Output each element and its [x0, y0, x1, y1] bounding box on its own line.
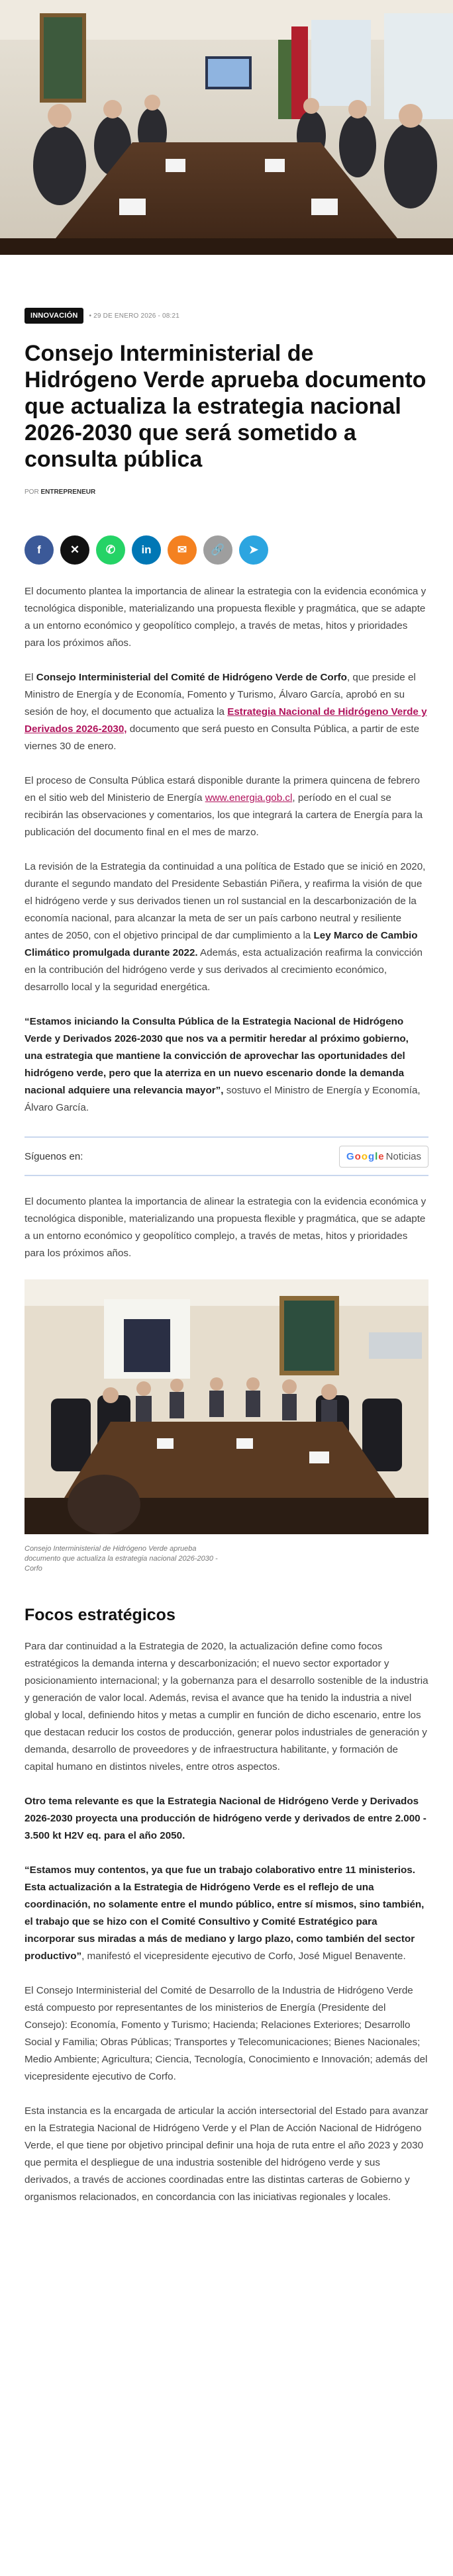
paragraph: La revisión de la Estrategia da continuidad a una política de Estado que se inició en 2020, durante el segundo mandato del Presidente Sebastián Piñera, y reafirma la visión de que el hidrógeno verde y sus derivados tienen un rol sustancial en la descarbonización de la economía nacional, para alcanzar la meta de ser un país carbono neutral y resiliente antes de 2050, con el objetivo principal de dar cumplimiento a la Ley Marco de Cambio Climático promulgada durante 2022. Además, esta actualización reafirma la convicción en la contribución del hidrógeno verde y sus derivados al crecimiento económico, desarrollo local y la seguridad energética. — [25, 861, 426, 993]
follow-label: Síguenos en: — [25, 1150, 83, 1162]
paragraph: El Consejo Interministerial del Comité de Desarrollo de la Industria de Hidrógeno Verde está compuesto por representantes de los ministerios de Energía (Presidente del Consejo): Economía, Fomento y Turismo; Hacienda; Relaciones Exteriores; Desarrollo Social y Familia; Obras Públicas; Transportes y Telecomunicaciones; Bienes Nacionales; Medio Ambiente; Agricultura; Ciencia, Tecnología, Conocimiento e Innovación; además del vicepresidente ejecutivo de Corfo. — [25, 1985, 428, 2082]
whatsapp-icon: ✆ — [105, 543, 116, 556]
email-icon: ✉ — [177, 543, 187, 556]
x-share-button[interactable] — [60, 535, 89, 565]
quote-paragraph: “Estamos muy contentos, ya que fue un trabajo colaborativo entre 11 ministerios. Esta actualización a la Estrategia de Hidrógeno Verde es el reflejo de una coordinación, no solamente entre el mundo público, entre sí mismos, sino también, el trabajo que se hizo con el Comité Consultivo y Comité Estratégico para incorporar sus miradas a más de mediano y largo plazo, como también del sector productivo”, manifestó el vicepresidente ejecutivo de Corfo, José Miguel Benavente. — [25, 1864, 425, 1962]
copy-link-share-button[interactable] — [203, 535, 232, 565]
energia-link[interactable]: www.energia.gob.cl — [205, 792, 293, 804]
article-figure — [25, 1279, 428, 1574]
article-body-continued — [25, 1193, 428, 1262]
x-icon: ✕ — [70, 543, 80, 556]
article-body-final — [25, 1638, 428, 2206]
paragraph: El documento plantea la importancia de alinear la estrategia con la evidencia económica y tecnológica disponible, materializando una propuesta flexible y pragmática, que se adapte a un entorno económico y geopolítico complejo, a través de metas, hitos y prioridades para los próximos años. — [25, 1196, 427, 1259]
category-badge[interactable]: INNOVACIÓN — [25, 308, 83, 324]
whatsapp-share-button[interactable] — [96, 535, 125, 565]
linkedin-share-button[interactable] — [132, 535, 161, 565]
article-body — [25, 583, 428, 1117]
author-name[interactable]: ENTREPRENEUR — [40, 488, 96, 496]
section-heading: Focos estratégicos — [25, 1606, 176, 1624]
hero-image — [0, 0, 453, 255]
linkedin-icon: in — [141, 543, 152, 556]
article-meta — [25, 307, 428, 324]
publish-date: • 29 DE ENERO 2026 - 08:21 — [89, 312, 180, 320]
paragraph: El proceso de Consulta Pública estará disponible durante la primera quincena de febrero en el sitio web del Ministerio de Energía www.energia.gob.cl, período en el cual se recibirán las observaciones y comentarios, los que integrará la cartera de Energía para la publicación del documento final en el mes de marzo. — [25, 775, 423, 838]
author-prefix: POR — [25, 488, 39, 496]
paragraph: El documento plantea la importancia de alinear la estrategia con la evidencia económica y tecnológica disponible, materializando una propuesta flexible y pragmática, que se adapte a un entorno económico y geopolítico complejo, a través de metas, hitos y prioridades para los próximos años. — [25, 586, 427, 649]
figure-caption: Consejo Interministerial de Hidrógeno Verde aprueba documento que actualiza la estrategia nacional 2026-2030 - Corfo — [25, 1545, 218, 1573]
facebook-share-button[interactable] — [25, 535, 54, 565]
telegram-icon: ➤ — [248, 543, 259, 556]
share-bar — [25, 535, 428, 565]
google-news-button[interactable]: G o o g l e Noticias — [339, 1146, 428, 1168]
paragraph: Otro tema relevante es que la Estrategia Nacional de Hidrógeno Verde y Derivados 2026-2030 proyecta una producción de hidrógeno verde y derivados de entre 2.000 - 3.500 kt H2V eq. para el año 2050. — [25, 1796, 427, 1841]
author-byline — [25, 488, 428, 496]
copy-link-icon: 🔗 — [211, 543, 225, 556]
strategy-link[interactable]: Estrategia Nacional de Hidrógeno Verde y Derivados 2026-2030, — [25, 706, 427, 735]
paragraph: Esta instancia es la encargada de articular la acción intersectorial del Estado para avanzar en la Estrategia Nacional de Hidrógeno Verde y el Plan de Acción Nacional de Hidrógeno Verde, el que tiene por objetivo principal definir una hoja de ruta entre el año 2023 y 2030 que permita el despliegue de una industria sostenible del hidrógeno verde y sus derivados, a través de acciones coordinadas entre las distintas carteras de Gobierno y organismos relacionados, en concordancia con las iniciativas regionales y locales. — [25, 2105, 428, 2203]
facebook-icon: f — [37, 543, 41, 556]
follow-us-bar — [25, 1138, 428, 1175]
quote-paragraph: “Estamos iniciando la Consulta Pública de la Estrategia Nacional de Hidrógeno Verde y Derivados 2026-2030 que nos va a permitir heredar al próximo gobierno, una estrategia que mantiene la convicción de aprovechar las oportunidades del hidrógeno verde, pero que la aterriza en un nuevo escenario donde la demanda nacional adquiere una relevancia mayor”, sostuvo el Ministro de Energía y Economía, Álvaro García. — [25, 1016, 421, 1113]
article-title: Consejo Interministerial de Hidrógeno Verde aprueba documento que actualiza la estrategia nacional 2026-2030 que será sometido a consulta pública — [25, 341, 427, 472]
telegram-share-button[interactable] — [239, 535, 268, 565]
paragraph: Para dar continuidad a la Estrategia de 2020, la actualización define como focos estratégicos la demanda interna y descarbonización; el nuevo sector exportador y posicionamiento internacional; y la gobernanza para el desarrollo sostenible de la industria y generación de valor local. Además, revisa el avance que ha tenido la industria a nivel global y local, definiendo hitos y metas a cumplir en función de dicho escenario, entre los que destacan reducir los costos de producción, generar polos industriales de generación y demanda, desarrollo de proveedores y de infraestructura habilitante, y formación de capital humano en distintos niveles, entre otros aspectos. — [25, 1641, 428, 1772]
meeting-photo — [25, 1279, 428, 1534]
paragraph: El Consejo Interministerial del Comité de Hidrógeno Verde de Corfo, que preside el Ministro de Energía y de Economía, Fomento y Turismo, Álvaro García, aprobó en su sesión de hoy, el documento que actualiza la Estrategia Nacional de Hidrógeno Verde y Derivados 2026-2030, documento que será puesto en Consulta Pública, a partir de este viernes 30 de enero. — [25, 672, 427, 752]
divider — [25, 1175, 428, 1176]
email-share-button[interactable] — [168, 535, 197, 565]
